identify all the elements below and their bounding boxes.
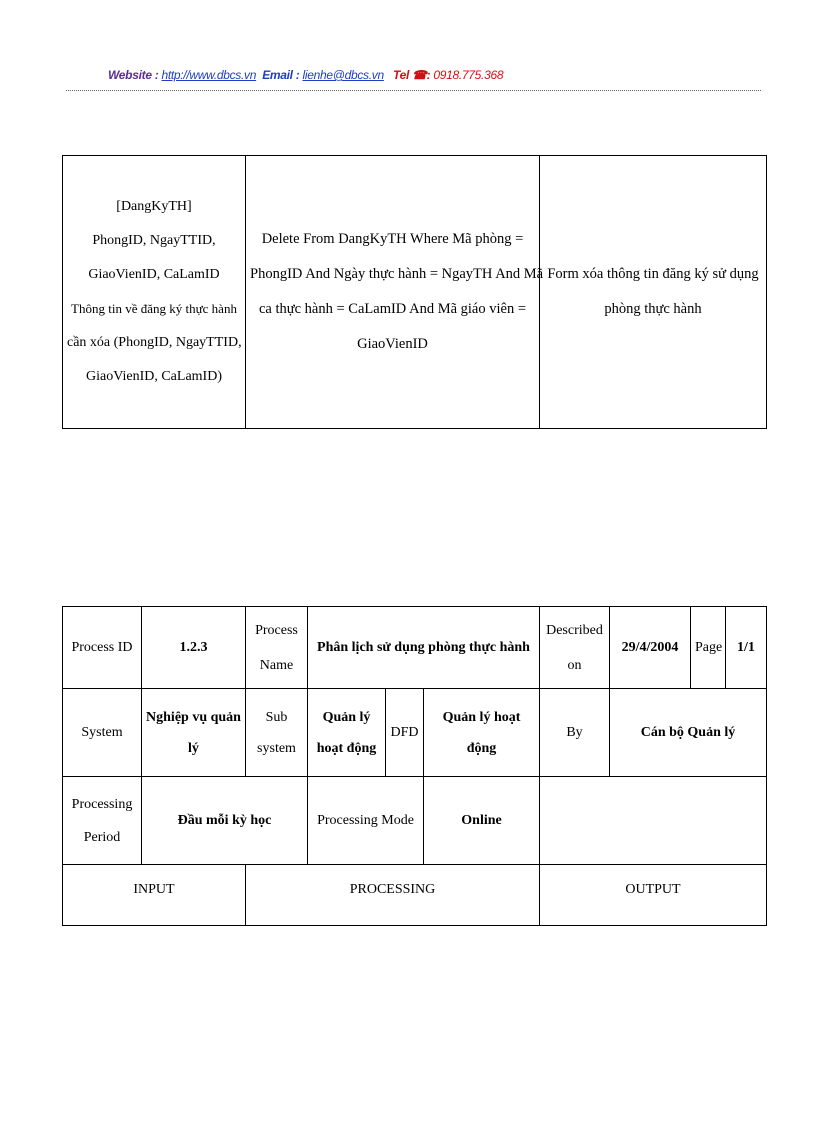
input-line: PhongID, NgayTTID, [92,233,216,248]
input-line: GiaoVienID, CaLamID [88,267,220,282]
tel-number: 0918.775.368 [433,68,504,82]
tel-label: Tel ☎: [392,68,431,82]
value-line: Quản lý [322,709,371,725]
processing-line: Delete From DangKyTH Where Mã phòng = [261,231,524,247]
page-value: 1/1 [726,607,767,689]
processing-line: ca thực hành = CaLamID And Mã giáo viên = [258,301,527,317]
dfd-value [424,689,540,777]
page-header [108,68,503,82]
input-line: Thông tin về đăng ký thực hành [71,301,237,316]
by-value: Cán bộ Quản lý [610,689,767,777]
label-line: on [567,657,582,673]
by-label: By [540,689,610,777]
output-line: phòng thực hành [604,301,702,317]
processing-mode-label: Processing Mode [308,777,424,865]
table-row [63,156,767,429]
label-line: Process [255,622,298,638]
website-label: Website : [108,68,159,82]
table-row [63,777,767,865]
process-detail-table [62,155,767,429]
label-line: Processing [71,796,133,812]
website-link[interactable]: http://www.dbcs.vn [161,68,257,82]
label-line: Described [546,622,603,638]
email-label: Email : [262,68,300,82]
table-row [63,689,767,777]
label-line: Name [259,657,294,673]
processing-line: PhongID And Ngày thực hành = NgayTH And Mã [250,266,544,282]
input-line: [DangKyTH] [116,199,192,214]
described-value: 29/4/2004 [610,607,691,689]
value-line: Quản lý hoạt [442,709,521,725]
value-line: động [466,740,497,756]
value-line: hoạt động [316,740,377,756]
dfd-label: DFD [386,689,424,777]
table-row [63,865,767,926]
process-name-label [246,607,308,689]
described-label [540,607,610,689]
process-spec-table [62,606,767,926]
processing-period-label [63,777,142,865]
label-line: Sub [265,709,288,725]
input-cell [63,156,246,429]
output-header: OUTPUT [540,865,767,926]
process-id-value: 1.2.3 [142,607,246,689]
processing-mode-value: Online [424,777,540,865]
sub-system-label [246,689,308,777]
output-line: Form xóa thông tin đăng ký sử dụng [547,266,759,282]
processing-cell [246,156,544,429]
process-name-value: Phân lịch sử dụng phòng thực hành [308,607,540,689]
output-cell [540,156,767,429]
table-row [63,607,767,689]
email-link[interactable]: lienhe@dbcs.vn [302,68,384,82]
sub-system-value [308,689,386,777]
processing-period-value: Đầu mỗi kỳ học [142,777,308,865]
processing-header: PROCESSING [246,865,540,926]
label-line: system [257,740,296,756]
header-divider [66,90,761,91]
system-value [142,689,246,777]
label-line: Period [83,829,121,845]
value-line: Nghiệp vụ quản [146,709,241,725]
input-line: GiaoVienID, CaLamID) [85,369,222,384]
page-label: Page [691,607,726,689]
process-id-label: Process ID [63,607,142,689]
processing-line: GiaoVienID [357,336,428,352]
input-line: cần xóa (PhongID, NgayTTID, [67,335,242,350]
empty-cell [540,777,767,865]
system-label: System [63,689,142,777]
input-header: INPUT [63,865,246,926]
value-line: lý [188,740,199,756]
